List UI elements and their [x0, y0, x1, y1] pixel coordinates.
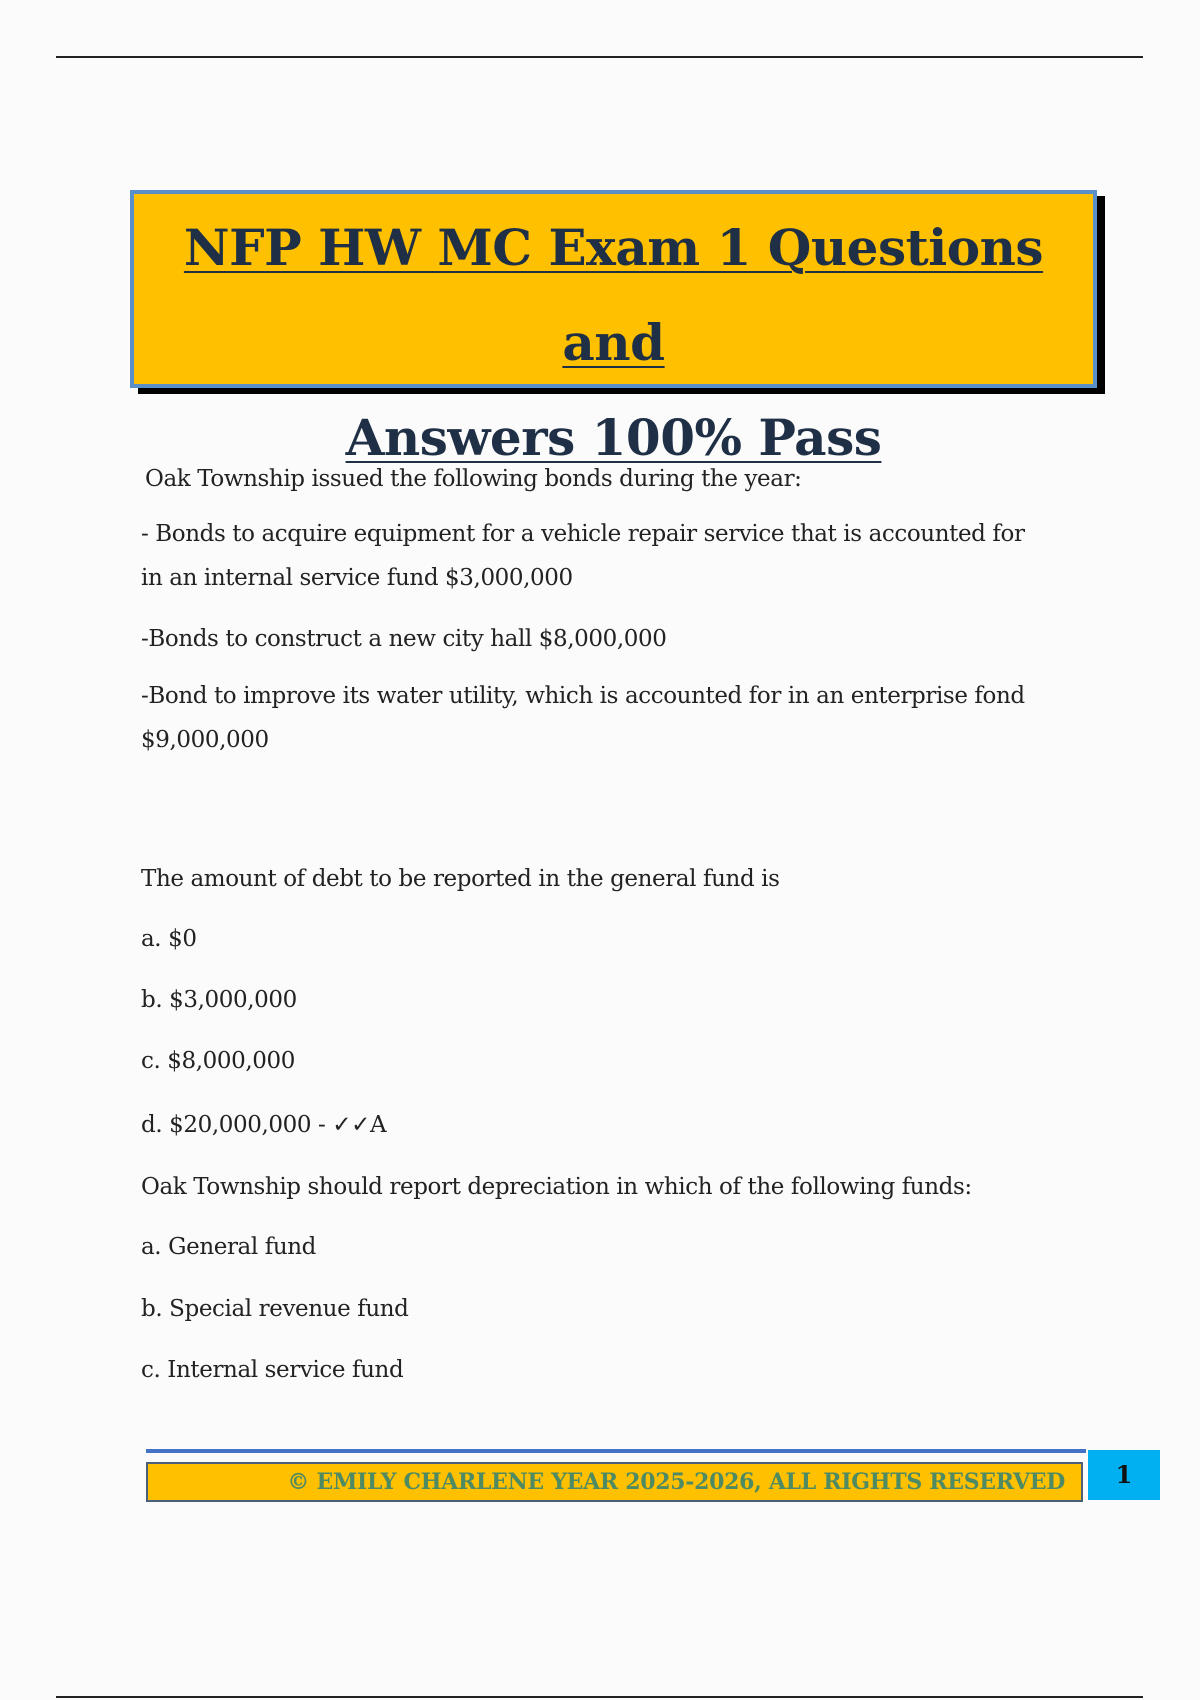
q1-option-d: d. $20,000,000 - ✓✓A	[141, 1112, 387, 1138]
top-rule	[56, 56, 1143, 58]
title-banner	[130, 190, 1097, 467]
q1-option-a: a. $0	[141, 926, 197, 952]
q2-option-b: b. Special revenue fund	[141, 1296, 409, 1322]
q2-option-c: c. Internal service fund	[141, 1357, 404, 1383]
q1-option-c: c. $8,000,000	[141, 1048, 295, 1074]
question-1: The amount of debt to be reported in the general fund is	[141, 866, 780, 892]
bond-item-2: -Bonds to construct a new city hall $8,000,000	[141, 626, 667, 652]
page-number: 1	[1088, 1450, 1160, 1500]
bond-item-3: -Bond to improve its water utility, which is accounted for in an enterprise fond $9,000,000	[141, 683, 1025, 753]
copyright-footer: © EMILY CHARLENE YEAR 2025-2026, ALL RIGHTS RESERVED	[146, 1462, 1083, 1502]
q2-option-a: a. General fund	[141, 1234, 316, 1260]
title-line-2: Answers 100% Pass	[345, 408, 882, 467]
bottom-rule	[56, 1696, 1143, 1698]
q1-option-b: b. $3,000,000	[141, 987, 297, 1013]
footer-rule	[146, 1449, 1086, 1453]
bond-item-1: - Bonds to acquire equipment for a vehicle repair service that is accounted for in an internal service fund $3,000,000	[141, 521, 1025, 591]
intro-text: Oak Township issued the following bonds during the year:	[145, 466, 802, 492]
question-2: Oak Township should report depreciation in which of the following funds:	[141, 1174, 972, 1200]
title-line-1: NFP HW MC Exam 1 Questions and	[183, 218, 1044, 372]
